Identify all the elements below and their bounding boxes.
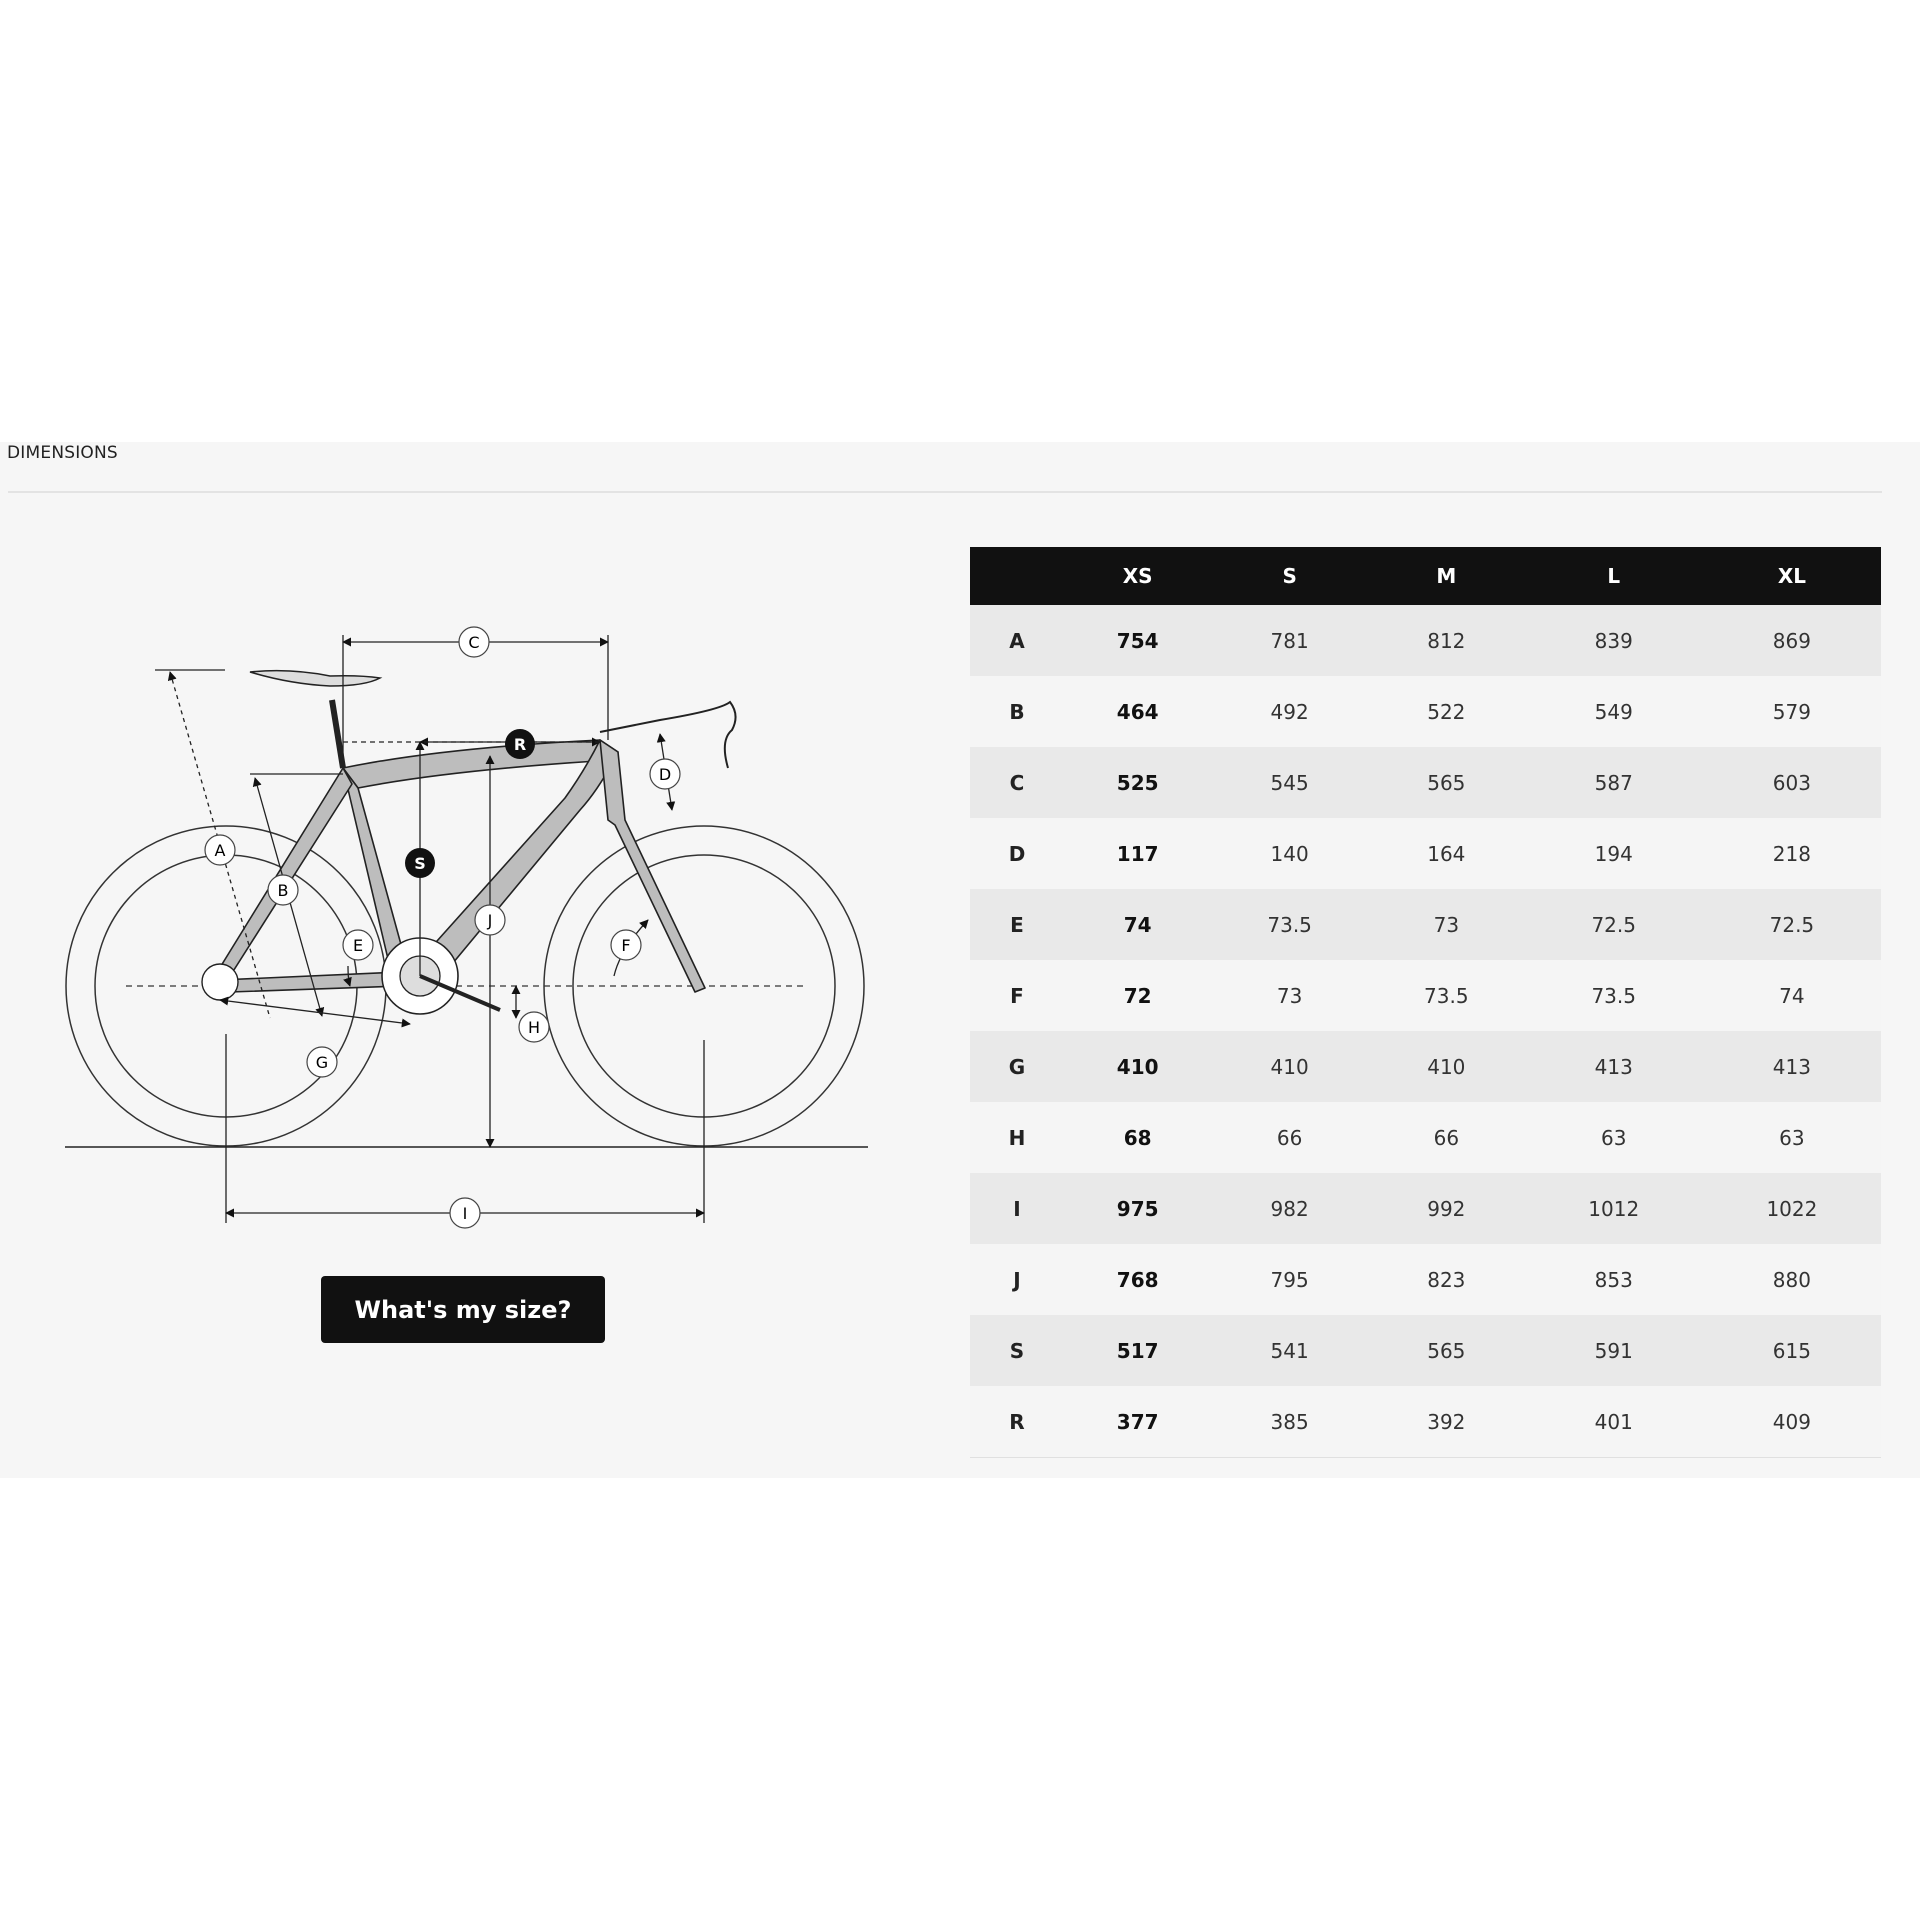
cell-l: 1012 (1525, 1173, 1703, 1244)
cell-s: 73 (1211, 960, 1368, 1031)
bike-geometry-diagram (60, 620, 880, 1230)
marker-s (405, 848, 435, 878)
row-label: B (970, 676, 1064, 747)
table-row (970, 1102, 1881, 1173)
cell-m: 565 (1368, 1315, 1525, 1386)
svg-text:H: H (527, 1018, 541, 1037)
row-label: J (970, 1244, 1064, 1315)
cell-l: 413 (1525, 1031, 1703, 1102)
cell-m: 565 (1368, 747, 1525, 818)
table-row (970, 676, 1881, 747)
table-header-row (970, 547, 1881, 605)
whats-my-size-button[interactable]: What's my size? (321, 1276, 605, 1343)
cell-s: 385 (1211, 1386, 1368, 1458)
cell-xs: 754 (1064, 605, 1211, 676)
cell-l: 853 (1525, 1244, 1703, 1315)
cell-xl: 615 (1703, 1315, 1881, 1386)
cell-xl: 880 (1703, 1244, 1881, 1315)
table-row (970, 818, 1881, 889)
section-title: DIMENSIONS (7, 443, 118, 463)
marker-c (459, 627, 489, 657)
cell-s: 140 (1211, 818, 1368, 889)
row-label: E (970, 889, 1064, 960)
cell-m: 73 (1368, 889, 1525, 960)
marker-a (205, 835, 235, 865)
cell-s: 66 (1211, 1102, 1368, 1173)
cell-xs: 525 (1064, 747, 1211, 818)
cell-xs: 74 (1064, 889, 1211, 960)
marker-g (307, 1047, 337, 1077)
cell-xl: 579 (1703, 676, 1881, 747)
table-row (970, 1173, 1881, 1244)
header-m: M (1368, 547, 1525, 605)
cell-l: 194 (1525, 818, 1703, 889)
cell-s: 73.5 (1211, 889, 1368, 960)
table-row (970, 605, 1881, 676)
svg-text:C: C (468, 633, 480, 652)
cell-l: 587 (1525, 747, 1703, 818)
svg-text:F: F (621, 936, 631, 955)
cell-m: 812 (1368, 605, 1525, 676)
svg-text:I: I (462, 1204, 468, 1223)
cell-xs: 377 (1064, 1386, 1211, 1458)
row-label: G (970, 1031, 1064, 1102)
marker-r (505, 729, 535, 759)
row-label: C (970, 747, 1064, 818)
cell-xs: 68 (1064, 1102, 1211, 1173)
svg-text:D: D (658, 765, 672, 784)
cell-xl: 74 (1703, 960, 1881, 1031)
header-s: S (1211, 547, 1368, 605)
cell-xl: 1022 (1703, 1173, 1881, 1244)
cell-m: 392 (1368, 1386, 1525, 1458)
cell-xl: 869 (1703, 605, 1881, 676)
cell-l: 401 (1525, 1386, 1703, 1458)
marker-i (450, 1198, 480, 1228)
marker-b (268, 875, 298, 905)
cell-m: 992 (1368, 1173, 1525, 1244)
svg-text:B: B (277, 881, 289, 900)
cell-xl: 63 (1703, 1102, 1881, 1173)
row-label: A (970, 605, 1064, 676)
table-row (970, 747, 1881, 818)
table-row (970, 1031, 1881, 1102)
marker-e (343, 930, 373, 960)
cell-l: 839 (1525, 605, 1703, 676)
marker-f (611, 930, 641, 960)
cell-xs: 768 (1064, 1244, 1211, 1315)
geometry-table (970, 547, 1881, 1458)
cell-xl: 603 (1703, 747, 1881, 818)
section-divider (8, 491, 1882, 493)
cell-s: 545 (1211, 747, 1368, 818)
cell-s: 982 (1211, 1173, 1368, 1244)
cell-m: 66 (1368, 1102, 1525, 1173)
cell-l: 73.5 (1525, 960, 1703, 1031)
cell-xs: 975 (1064, 1173, 1211, 1244)
marker-h (519, 1012, 549, 1042)
svg-text:A: A (214, 841, 226, 860)
header-l: L (1525, 547, 1703, 605)
cell-s: 410 (1211, 1031, 1368, 1102)
cell-xl: 72.5 (1703, 889, 1881, 960)
cell-xs: 72 (1064, 960, 1211, 1031)
cell-s: 492 (1211, 676, 1368, 747)
cell-xs: 410 (1064, 1031, 1211, 1102)
cell-xs: 117 (1064, 818, 1211, 889)
cell-xl: 413 (1703, 1031, 1881, 1102)
cell-m: 410 (1368, 1031, 1525, 1102)
header-label (970, 547, 1064, 605)
cell-xs: 464 (1064, 676, 1211, 747)
header-xs: XS (1064, 547, 1211, 605)
cell-m: 823 (1368, 1244, 1525, 1315)
svg-text:R: R (513, 735, 527, 754)
header-xl: XL (1703, 547, 1881, 605)
cell-s: 541 (1211, 1315, 1368, 1386)
cell-xl: 409 (1703, 1386, 1881, 1458)
svg-text:E: E (352, 936, 364, 955)
cell-xs: 517 (1064, 1315, 1211, 1386)
row-label: S (970, 1315, 1064, 1386)
cell-m: 73.5 (1368, 960, 1525, 1031)
cell-l: 72.5 (1525, 889, 1703, 960)
cell-l: 63 (1525, 1102, 1703, 1173)
cell-s: 795 (1211, 1244, 1368, 1315)
svg-text:G: G (315, 1053, 329, 1072)
cell-l: 591 (1525, 1315, 1703, 1386)
row-label: H (970, 1102, 1064, 1173)
table-row (970, 1386, 1881, 1458)
table-row (970, 889, 1881, 960)
row-label: R (970, 1386, 1064, 1458)
table-row (970, 1244, 1881, 1315)
row-label: F (970, 960, 1064, 1031)
cell-xl: 218 (1703, 818, 1881, 889)
row-label: D (970, 818, 1064, 889)
cell-s: 781 (1211, 605, 1368, 676)
svg-text:S: S (414, 854, 426, 873)
row-label: I (970, 1173, 1064, 1244)
marker-j (475, 905, 505, 935)
table-row (970, 960, 1881, 1031)
marker-d (650, 759, 680, 789)
cell-l: 549 (1525, 676, 1703, 747)
table-row (970, 1315, 1881, 1386)
svg-text:J: J (487, 911, 493, 930)
cell-m: 522 (1368, 676, 1525, 747)
cell-m: 164 (1368, 818, 1525, 889)
